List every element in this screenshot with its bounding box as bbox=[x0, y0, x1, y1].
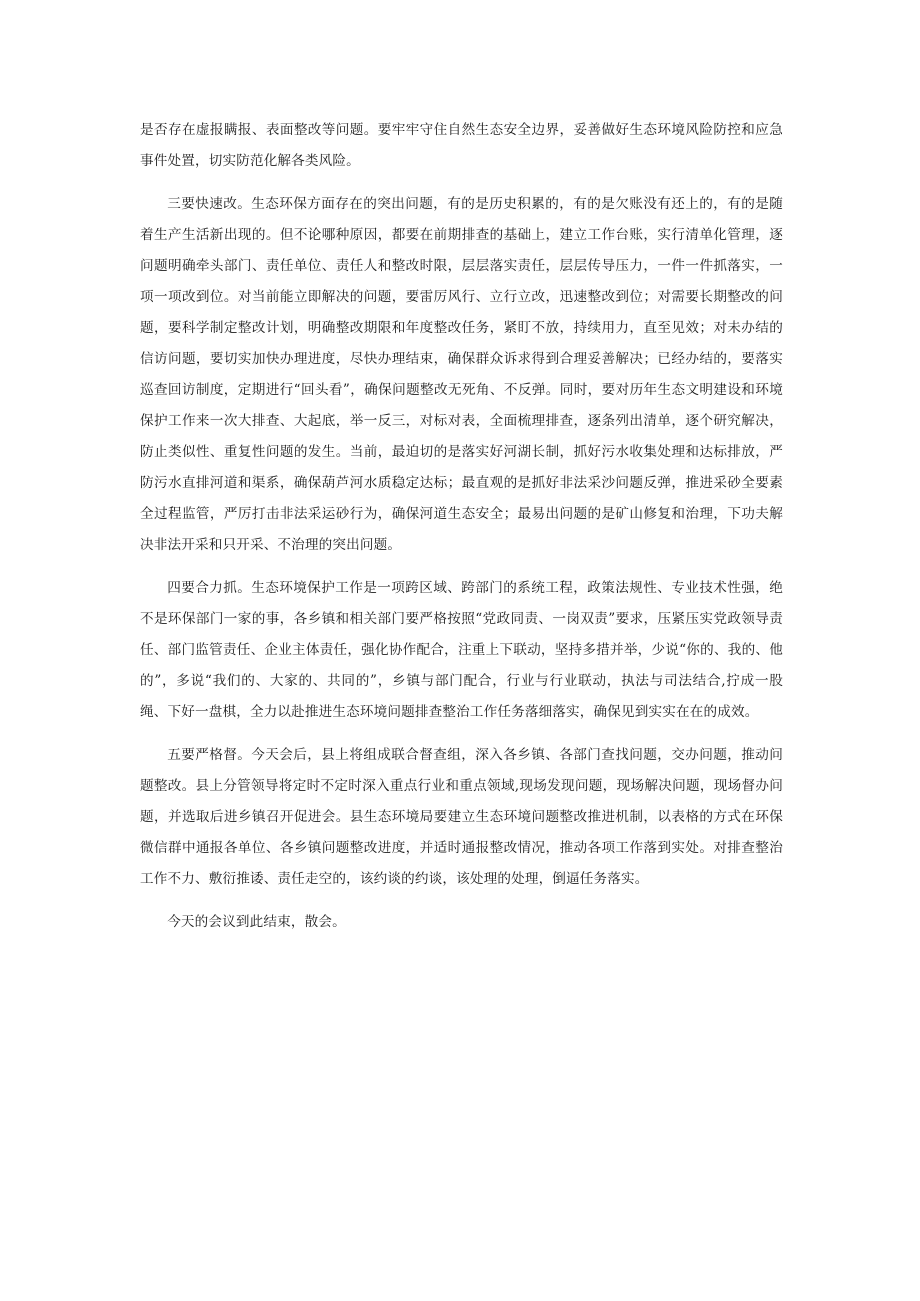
paragraph-2: 三要快速改。生态环保方面存在的突出问题，有的是历史积累的，有的是欠账没有还上的，有的是随着生产生活新出现的。但不论哪种原因，都要在前期排查的基础上，建立工作台账，实行清单化管理，逐问题明确牵头部门、责任单位、责任人和整改时限，层层落实责任，层层传导压力，一件一件抓落实，一项一项改到位。对当前能立即解决的问题，要雷厉风行、立行立改，迅速整改到位；对需要长期整改的问题，要科学制定整改计划，明确整改期限和年度整改任务，紧盯不放，持续用力，直至见效；对未办结的信访问题，要切实加快办理进度，尽快办理结束，确保群众诉求得到合理妥善解决；已经办结的，要落实巡查回访制度，定期进行“回头看”，确保问题整改无死角、不反弹。同时，要对历年生态文明建设和环境保护工作来一次大排查、大起底，举一反三，对标对表，全面梳理排查，逐条列出清单，逐个研究解决，防止类似性、重复性问题的发生。当前，最迫切的是落实好河湖长制，抓好污水收集处理和达标排放，严防污水直排河道和渠系，确保葫芦河水质稳定达标；最直观的是抓好非法采沙问题反弹，推进采砂全要素全过程监管，严厉打击非法采运砂行为，确保河道生态安全；最易出问题的是矿山修复和治理，下功夫解决非法开采和只开采、不治理的突出问题。 bbox=[140, 196, 783, 553]
paragraph-5: 今天的会议到此结束，散会。 bbox=[167, 914, 346, 930]
document-page bbox=[140, 115, 783, 950]
paragraph-1: 是否存在虚报瞒报、表面整改等问题。要牢牢守住自然生态安全边界，妥善做好生态环境风险防控和应急事件处置，切实防范化解各类风险。 bbox=[140, 122, 783, 169]
paragraph-4: 五要严格督。今天会后，县上将组成联合督查组，深入各乡镇、各部门查找问题，交办问题，推动问题整改。县上分管领导将定时不定时深入重点行业和重点领域,现场发现问题，现场解决问题，现场督办问题，并选取后进乡镇召开促进会。县生态环境局要建立生态环境问题整改推进机制，以表格的方式在环保微信群中通报各单位、各乡镇问题整改进度，并适时通报整改情况，推动各项工作落到实处。对排查整治工作不力、敷衍推诿、责任走空的，该约谈的约谈，该处理的处理，倒逼任务落实。 bbox=[140, 747, 783, 887]
paragraph-3: 四要合力抓。生态环境保护工作是一项跨区域、跨部门的系统工程，政策法规性、专业技术性强，绝不是环保部门一家的事，各乡镇和相关部门要严格按照“党政同责、一岗双责”要求，压紧压实党政领导责任、部门监管责任、企业主体责任，强化协作配合，注重上下联动，坚持多措并举，少说“你的、我的、他的”，多说“我们的、大家的、共同的”，乡镇与部门配合，行业与行业联动，执法与司法结合,拧成一股绳、下好一盘棋，全力以赴推进生态环境问题排查整治工作任务落细落实，确保见到实实在在的成效。 bbox=[140, 580, 783, 720]
